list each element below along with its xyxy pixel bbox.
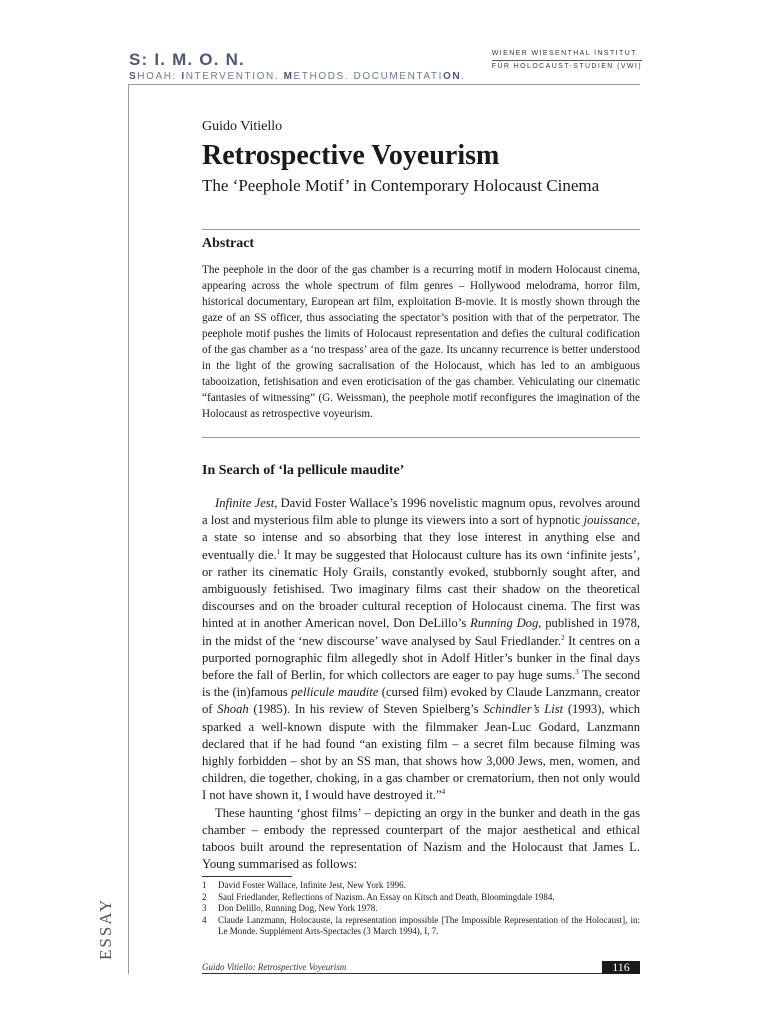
body-text [202,495,640,873]
journal-logo-subtitle: SHOAH: INTERVENTION. METHODS. DOCUMENTATION. [129,71,466,82]
body-paragraph-1: Infinite Jest, David Foster Wallace’s 1996 novelistic magnum opus, revolves around a lost and mysterious film able to plunge its viewers into a sort of hypnotic jouissance, a state so intense and so absorbing that they lose interest in anything else and eventually die.$^1$ It may be suggested that Holocaust culture has its own ‘infinite jests’, or rather its cinematic Holy Grails, constantly evoked, stubbornly sought after, and ambiguously fetishised. Two imaginary films cast their shadow on the theoretical discourses and on the broader cultural reception of Holocaust cinema. The first was hinted at in another American novel, Don DeLillo’s Running Dog, published in 1978, in the midst of the ‘new discourse’ wave analysed by Saul Friedlander.$^2$ It centres on a purported pornographic film allegedly shot in Adolf Hitler’s bunker in the final days before the fall of Berlin, for which collectors are eager to pay huge sums.$^3$ The second is the (in)famous pellicule maudite (cursed film) evoked by Claude Lanzmann, creator of Shoah (1985). In his review of Steven Spielberg’s Schindler’s List (1993), which sparked a well-known dispute with the filmmaker Jean-Luc Godard, Lanzmann declared that if he had found “an existing film – a secret film because filming was highly forbidden – shot by an SS man, that shows how 3,000 Jews, men, women, and children, die together, choking, in a gas chamber or crematorium, then not only would I not have shown it, I would have destroyed it.”$^4$ [202,496,641,803]
running-head: Guido Vitiello: Retrospective Voyeurism [202,962,347,972]
section-type-label: ESSAY [96,897,115,960]
abstract-top-rule [202,229,640,230]
footnote-ref-2[interactable]: 2 [561,633,565,642]
side-rule [128,84,129,974]
page-number: 116 [602,961,640,974]
journal-logo [129,50,466,82]
footnote-rule [202,876,292,877]
article-title: Retrospective Voyeurism [202,140,500,171]
abstract-text: The peephole in the door of the gas chamber is a recurring motif in modern Holocaust cinema, appearing across the whole spectrum of film genres – Hollywood melodrama, horror film, historical documentary, European art film, exploitation B-movie. It is mostly shown through the gaze of an SS officer, thus associating the spectator’s position with that of the perpetrator. The peephole motif pushes the limits of Holocaust representation and defies the cultural codification of the gas chamber as a ‘no trespass’ area of the gaze. Its uncanny recurrence is better understood in the light of the growing sacralisation of the Holocaust, which has led to an ambiguous tabooization, fetishisation and even eroticisation of the gas chamber. Vehiculating our cinematic “fantasies of witnessing” (G. Weissman), the peephole motif reconfigures the imagination of the Holocaust as retrospective voyeurism. [202,264,640,420]
footnote-ref-4[interactable]: 4 [441,788,446,797]
section-heading: In Search of ‘la pellicule maudite’ [202,463,405,478]
footnotes [202,880,640,938]
footnote: 1 David Foster Wallace, Infinite Jest, New York 1996. [202,880,406,890]
institute-logo [492,49,642,72]
abstract-heading: Abstract [202,236,255,251]
article-subtitle: The ‘Peephole Motif’ in Contemporary Holocaust Cinema [202,176,600,195]
footer-rule [202,973,640,974]
institute-name-line1: WIENER WIESENTHAL INSTITUT [491,50,637,57]
footnote: 2 Saul Friedlander, Reflections of Nazism. An Essay on Kitsch and Death, Bloomingdale 1984. [202,891,555,902]
footnote-ref-1[interactable]: 1 [276,547,281,556]
abstract-bottom-rule [202,437,640,438]
institute-divider [492,60,642,61]
journal-logo-title: S: I. M. O. N. [129,50,245,69]
body-paragraph-2: These haunting ‘ghost films’ – depicting an orgy in the bunker and death in the gas chamber – embody the repressed counterpart of the major aesthetical and ethical taboos built around the representation of Nazism and the Holocaust that James L. Young summarised as follows: [202,805,640,872]
footnote: 3 Don Delillo, Running Dog, New York 1978. [202,903,378,913]
footnote-ref-3[interactable]: 3 [575,667,579,676]
footnote: 4 Claude Lanzmann, Holocauste, la representation impossible [The Impossible Representation of the Holocaust], in: Le Monde. Supplément Arts-Spectacles (3 March 1994), I, 7. [202,914,640,936]
header-rule [128,84,640,85]
author-name: Guido Vitiello [202,119,283,134]
institute-name-line2: FÜR HOLOCAUST-STUDIEN (VWI) [491,63,642,70]
